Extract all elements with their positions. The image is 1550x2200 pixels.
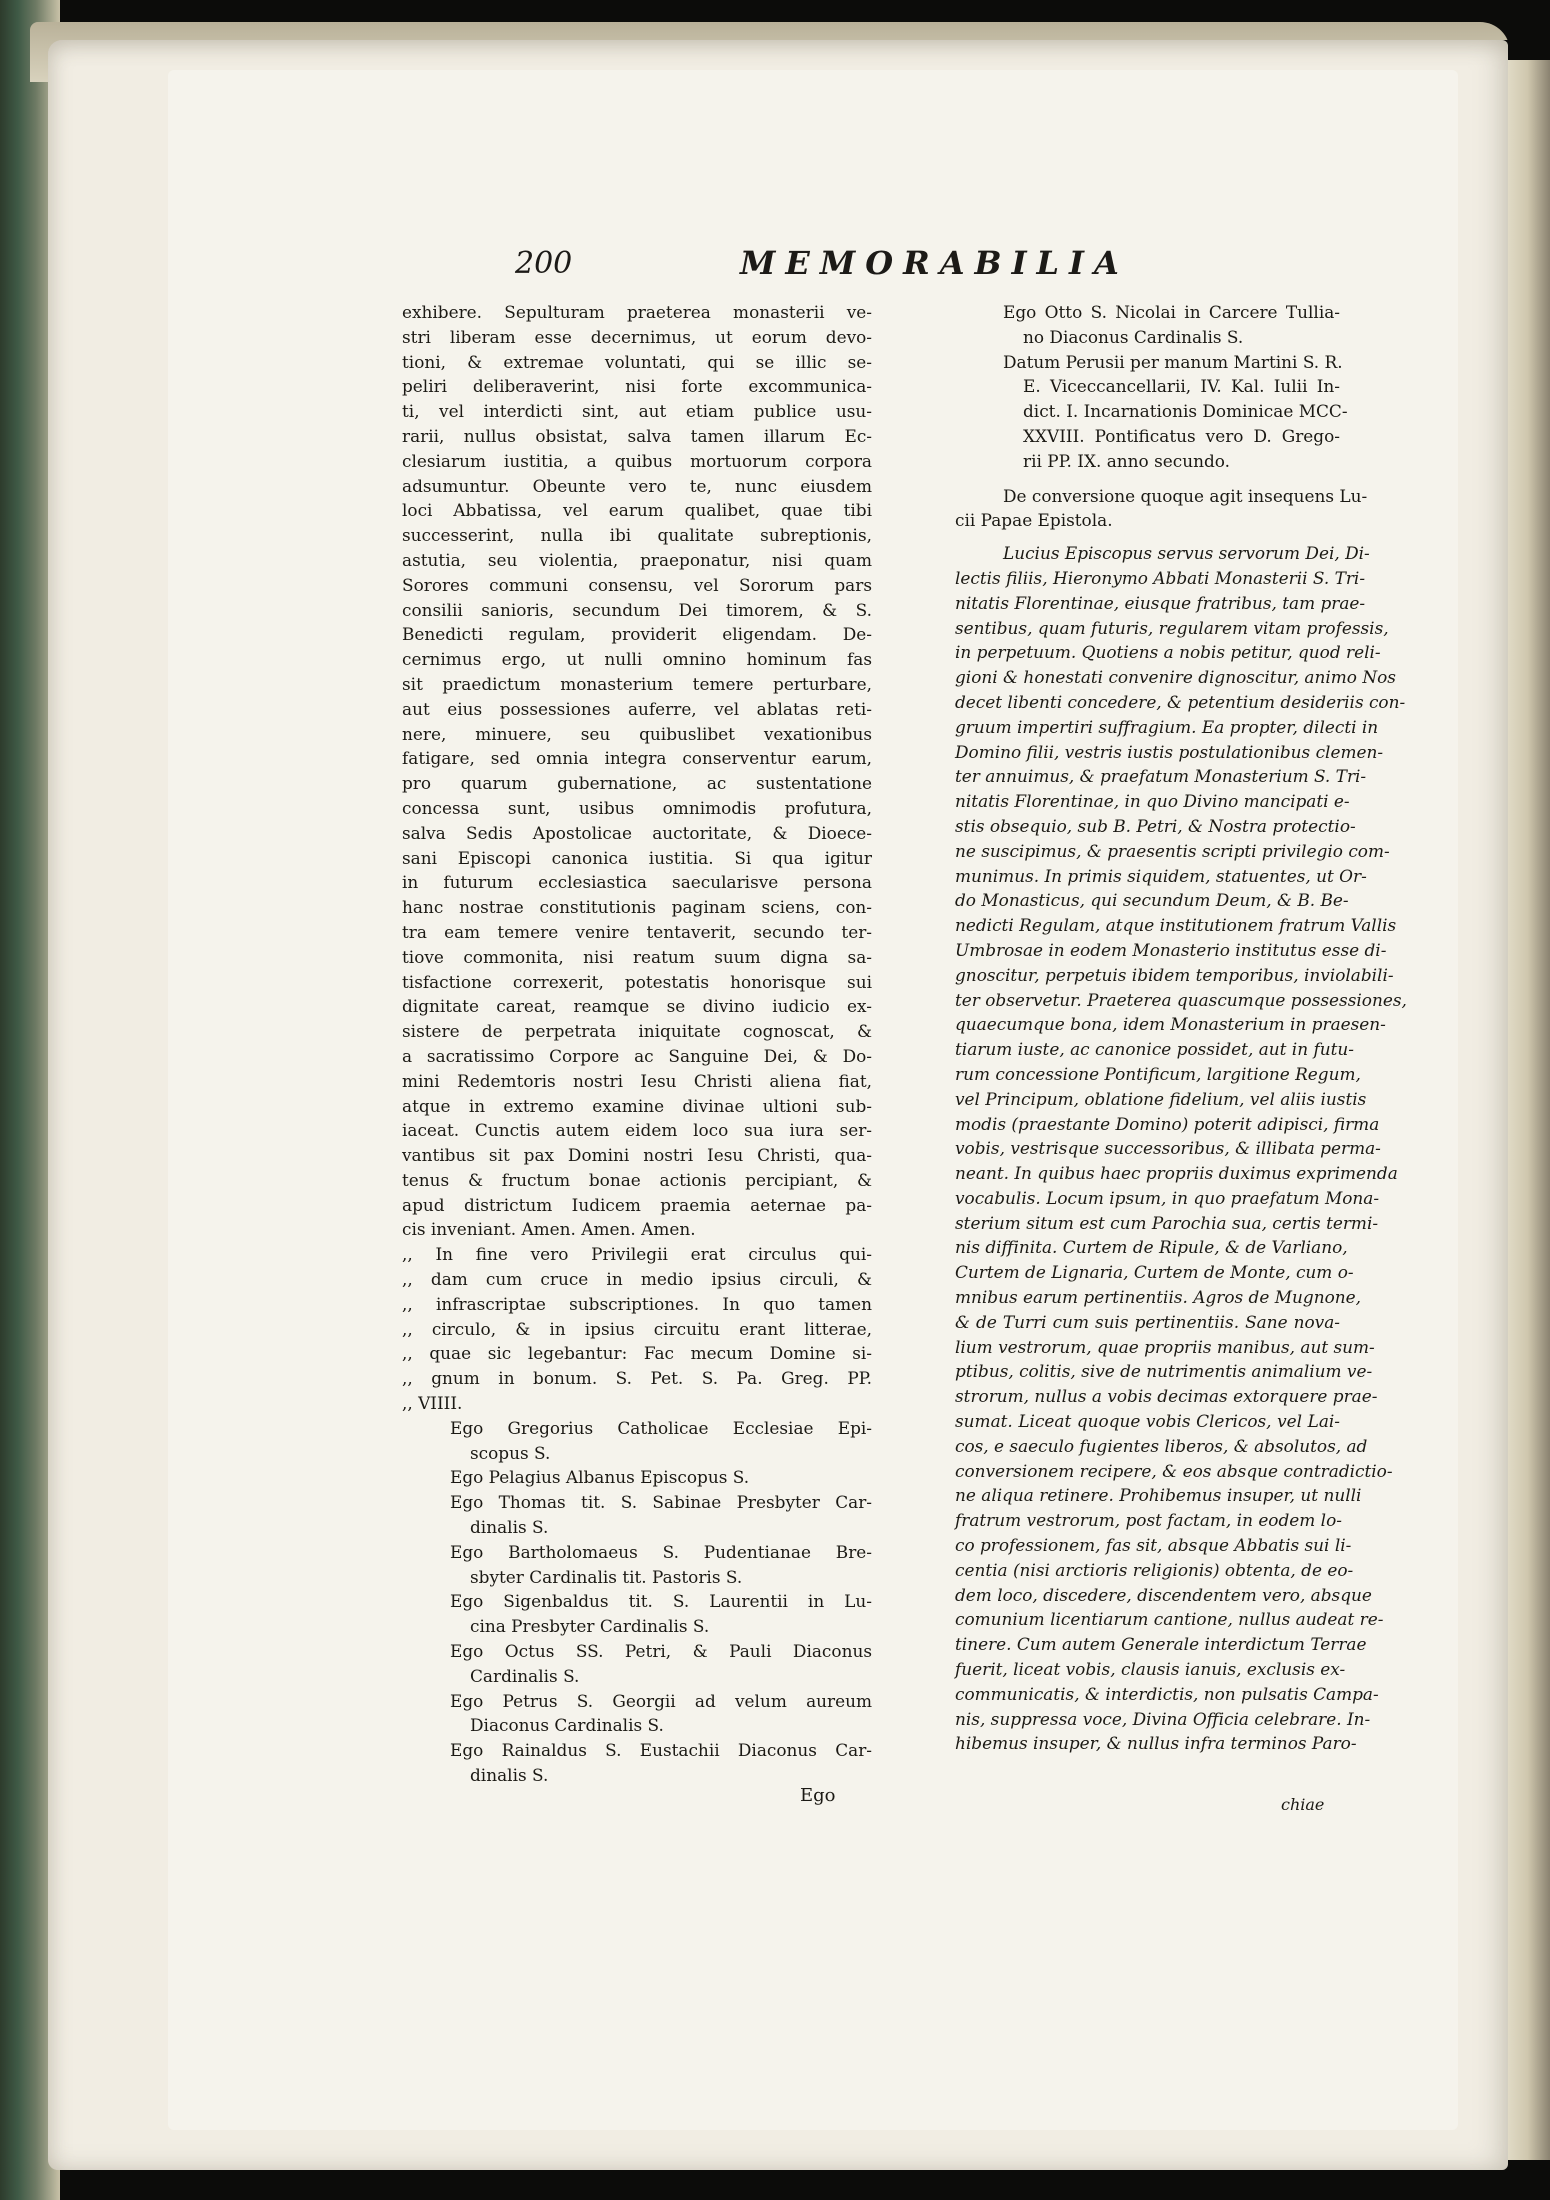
text-line: concessa sunt, usibus omnimodis profutura, bbox=[402, 797, 872, 818]
letter-line: mnibus earum pertinentiis. Agros de Mugnone, bbox=[955, 1287, 1361, 1308]
left-column bbox=[402, 300, 872, 1788]
quote-line: ,, In fine vero Privilegii erat circulus qui- bbox=[402, 1244, 872, 1265]
text-line: successerint, nulla ibi qualitate subreptionis, bbox=[402, 525, 872, 546]
signature-line: Ego Thomas tit. S. Sabinae Presbyter Car- bbox=[450, 1492, 872, 1513]
catchword-left: Ego bbox=[800, 1785, 836, 1806]
quote-line: ,, dam cum cruce in medio ipsius circuli, & bbox=[402, 1269, 872, 1290]
text-line: Sorores communi consensu, vel Sororum pars bbox=[402, 574, 872, 595]
text-line: loci Abbatissa, vel earum qualibet, quae tibi bbox=[402, 500, 872, 521]
text-line: a sacratissimo Corpore ac Sanguine Dei, & Do- bbox=[402, 1045, 872, 1066]
text-line: pro quarum gubernatione, ac sustentatione bbox=[402, 773, 872, 794]
page-header bbox=[515, 246, 1135, 286]
letter-line: strorum, nullus a vobis decimas extorquere prae- bbox=[955, 1386, 1378, 1407]
letter-line: centia (nisi arctioris religionis) obtenta, de eo- bbox=[955, 1559, 1354, 1580]
letter-line: modis (praestante Domino) poterit adipisci, firma bbox=[955, 1113, 1380, 1134]
text-line: astutia, seu violentia, praeponatur, nisi quam bbox=[402, 549, 872, 570]
letter-line: quaecumque bona, idem Monasterium in praesen- bbox=[955, 1014, 1386, 1035]
letter-line: communicatis, & interdictis, non pulsatis Campa- bbox=[955, 1683, 1379, 1704]
text-line: apud districtum Iudicem praemia aeternae pa- bbox=[402, 1194, 872, 1215]
letter-line: vocabulis. Locum ipsum, in quo praefatum Mona- bbox=[955, 1187, 1380, 1208]
text-line: clesiarum iustitia, a quibus mortuorum corpora bbox=[402, 450, 872, 471]
signature-line: Ego Bartholomaeus S. Pudentianae Bre- bbox=[450, 1541, 872, 1562]
signature-line: dinalis S. bbox=[470, 1765, 549, 1786]
catchword-right: chiae bbox=[1281, 1795, 1325, 1814]
letter-line: nis, suppressa voce, Divina Officia celebrare. In- bbox=[955, 1708, 1371, 1729]
right-column bbox=[955, 300, 1407, 1756]
text-line: tioni, & extremae voluntati, qui se illic se- bbox=[402, 351, 872, 372]
letter-line: & de Turri cum suis pertinentiis. Sane nova- bbox=[955, 1311, 1340, 1332]
intro-line: De conversione quoque agit insequens Lu- bbox=[1003, 485, 1368, 506]
letter-line: tiarum iuste, ac canonice possidet, aut in futu- bbox=[955, 1039, 1354, 1060]
letter-line: lectis filiis, Hieronymo Abbati Monasterii S. Tri- bbox=[955, 567, 1366, 588]
letter-line: decet libenti concedere, & petentium desideriis con- bbox=[955, 691, 1406, 712]
letter-line: nitatis Florentinae, in quo Divino mancipati e- bbox=[955, 791, 1350, 812]
letter-line: do Monasticus, qui secundum Deum, & B. Be- bbox=[955, 890, 1349, 911]
book-facing-pages bbox=[1505, 60, 1550, 2160]
signature-line: Ego Rainaldus S. Eustachii Diaconus Car- bbox=[450, 1740, 872, 1761]
text-line: iaceat. Cunctis autem eidem loco sua iura ser- bbox=[402, 1120, 872, 1141]
signature-line: Ego Sigenbaldus tit. S. Laurentii in Lu- bbox=[450, 1591, 872, 1612]
signature-line: Diaconus Cardinalis S. bbox=[470, 1715, 664, 1736]
text-line: sit praedictum monasterium temere perturbare, bbox=[402, 673, 872, 694]
letter-line: gioni & honestati convenire dignoscitur, animo Nos bbox=[955, 667, 1396, 688]
text-line: ti, vel interdicti sint, aut etiam publice usu- bbox=[402, 401, 872, 422]
letter-line: comunium licentiarum cantione, nullus audeat re- bbox=[955, 1609, 1384, 1630]
signature-line: sbyter Cardinalis tit. Pastoris S. bbox=[470, 1566, 743, 1587]
letter-line: Domino filii, vestris iustis postulationibus clemen- bbox=[955, 741, 1384, 762]
intro-line: cii Papae Epistola. bbox=[955, 510, 1113, 531]
letter-line: gruum impertiri suffragium. Ea propter, dilecti in bbox=[955, 716, 1379, 737]
signature-line: scopus S. bbox=[470, 1442, 551, 1463]
letter-line: in perpetuum. Quotiens a nobis petitur, quod reli- bbox=[955, 642, 1381, 663]
text-line: consilii sanioris, secundum Dei timorem, & S. bbox=[402, 599, 872, 620]
datum-line: dict. I. Incarnationis Dominicae MCC- bbox=[1023, 401, 1348, 422]
text-line: rarii, nullus obsistat, salva tamen illarum Ec- bbox=[402, 425, 872, 446]
text-line: tenus & fructum bonae actionis percipiant, & bbox=[402, 1169, 872, 1190]
datum-line: Datum Perusii per manum Martini S. R. bbox=[1003, 351, 1343, 372]
signature-line: Ego Otto S. Nicolai in Carcere Tullia- bbox=[1003, 302, 1340, 322]
text-line: hanc nostrae constitutionis paginam sciens, con- bbox=[402, 897, 872, 918]
text-line: fatigare, sed omnia integra conserventur earum, bbox=[402, 748, 872, 769]
text-line: tra eam temere venire tentaverit, secundo ter- bbox=[402, 921, 872, 942]
signature-line: no Diaconus Cardinalis S. bbox=[1023, 326, 1244, 347]
text-line: nere, minuere, seu quibuslibet vexationibus bbox=[402, 723, 872, 744]
letter-line: nitatis Florentinae, eiusque fratribus, tam prae- bbox=[955, 592, 1366, 613]
letter-line: stis obsequio, sub B. Petri, & Nostra protectio- bbox=[955, 815, 1356, 836]
signature-line: dinalis S. bbox=[470, 1517, 549, 1538]
letter-line: ptibus, colitis, sive de nutrimentis animalium ve- bbox=[955, 1361, 1373, 1382]
letter-line: hibemus insuper, & nullus infra terminos Paro- bbox=[955, 1733, 1357, 1754]
text-line: Benedicti regulam, providerit eligendam. De- bbox=[402, 624, 872, 645]
datum-line: E. Viceccancellarii, IV. Kal. Iulii In- bbox=[1023, 376, 1340, 397]
text-line: peliri deliberaverint, nisi forte excommunica- bbox=[402, 376, 872, 397]
letter-line: conversionem recipere, & eos absque contradictio- bbox=[955, 1460, 1393, 1481]
letter-line: Curtem de Lignaria, Curtem de Monte, cum o- bbox=[955, 1262, 1354, 1283]
text-line: salva Sedis Apostolicae auctoritate, & Dioece- bbox=[402, 822, 872, 843]
text-line: aut eius possessiones auferre, vel ablatas reti- bbox=[402, 698, 872, 719]
quote-line: ,, circulo, & in ipsius circuitu erant litterae, bbox=[402, 1318, 872, 1339]
letter-line: co professionem, fas sit, absque Abbatis sui li- bbox=[955, 1535, 1352, 1556]
letter-line: ne aliqua retinere. Prohibemus insuper, ut nulli bbox=[955, 1485, 1362, 1506]
letter-line: neant. In quibus haec propriis duximus exprimenda bbox=[955, 1163, 1398, 1184]
quote-line: ,, infrascriptae subscriptiones. In quo tamen bbox=[402, 1293, 872, 1314]
letter-line: nis diffinita. Curtem de Ripule, & de Varliano, bbox=[955, 1237, 1348, 1258]
letter-line: vel Principum, oblatione fidelium, vel aliis iustis bbox=[955, 1088, 1367, 1109]
letter-line: dem loco, discedere, discendentem vero, absque bbox=[955, 1584, 1372, 1605]
letter-line: ter observetur. Praeterea quascumque possessiones, bbox=[955, 989, 1407, 1010]
signature-line: Ego Octus SS. Petri, & Pauli Diaconus bbox=[450, 1641, 872, 1662]
letter-line: ter annuimus, & praefatum Monasterium S. Tri- bbox=[955, 766, 1367, 787]
letter-line: fuerit, liceat vobis, clausis ianuis, exclusis ex- bbox=[955, 1659, 1346, 1680]
quote-line: ,, gnum in bonum. S. Pet. S. Pa. Greg. PP. bbox=[402, 1368, 872, 1389]
text-line: mini Redemtoris nostri Iesu Christi aliena fiat, bbox=[402, 1070, 872, 1091]
datum-line: rii PP. IX. anno secundo. bbox=[1023, 450, 1231, 471]
signature-line: Cardinalis S. bbox=[470, 1665, 580, 1686]
page-number: 200 bbox=[515, 246, 573, 281]
text-line: sani Episcopi canonica iustitia. Si qua igitur bbox=[402, 847, 872, 868]
letter-line: lium vestrorum, quae propriis manibus, aut sum- bbox=[955, 1336, 1375, 1357]
signature-line: Ego Petrus S. Georgii ad velum aureum bbox=[450, 1690, 872, 1711]
letter-line: rum concessione Pontificum, largitione Regum, bbox=[955, 1063, 1361, 1084]
letter-line: Lucius Episcopus servus servorum Dei, Di- bbox=[1003, 543, 1370, 564]
text-line: cernimus ergo, ut nulli omnino hominum fas bbox=[402, 649, 872, 670]
text-line: exhibere. Sepulturam praeterea monasterii ve- bbox=[402, 302, 872, 322]
letter-line: gnoscitur, perpetuis ibidem temporibus, inviolabili- bbox=[955, 964, 1394, 985]
text-line: cis inveniant. Amen. Amen. Amen. bbox=[402, 1219, 696, 1240]
datum-line: XXVIII. Pontificatus vero D. Grego- bbox=[1023, 425, 1340, 446]
letter-line: sterium situm est cum Parochia sua, certis termi- bbox=[955, 1212, 1379, 1233]
signature-line: Ego Pelagius Albanus Episcopus S. bbox=[450, 1467, 750, 1488]
text-line: sistere de perpetrata iniquitate cognoscat, & bbox=[402, 1021, 872, 1042]
signature-line: cina Presbyter Cardinalis S. bbox=[470, 1616, 710, 1637]
letter-line: nedicti Regulam, atque institutionem fratrum Vallis bbox=[955, 915, 1397, 936]
letter-line: munimus. In primis siquidem, statuentes, ut Or- bbox=[955, 865, 1367, 886]
text-line: stri liberam esse decernimus, ut eorum devo- bbox=[402, 326, 872, 347]
text-line: atque in extremo examine divinae ultioni sub- bbox=[402, 1095, 872, 1116]
letter-line: tinere. Cum autem Generale interdictum Terrae bbox=[955, 1634, 1367, 1655]
running-title: MEMORABILIA bbox=[740, 244, 1129, 282]
text-line: tiove commonita, nisi reatum suum digna sa- bbox=[402, 946, 872, 967]
letter-line: cos, e saeculo fugientes liberos, & absolutos, ad bbox=[955, 1435, 1368, 1456]
letter-line: Umbrosae in eodem Monasterio institutus esse di- bbox=[955, 939, 1387, 960]
letter-line: sumat. Liceat quoque vobis Clericos, vel Lai- bbox=[955, 1411, 1340, 1432]
letter-line: sentibus, quam futuris, regularem vitam professis, bbox=[955, 617, 1389, 638]
text-line: dignitate careat, reamque se divino iudicio ex- bbox=[402, 996, 872, 1017]
letter-line: ne suscipimus, & praesentis scripti privilegio com- bbox=[955, 840, 1390, 861]
letter-line: fratrum vestrorum, post factam, in eodem lo- bbox=[955, 1510, 1342, 1531]
text-line: tisfactione correxerit, potestatis honorisque sui bbox=[402, 971, 872, 992]
quote-line: ,, quae sic legebantur: Fac mecum Domine si- bbox=[402, 1343, 872, 1364]
signature-line: Ego Gregorius Catholicae Ecclesiae Epi- bbox=[450, 1417, 872, 1438]
text-line: adsumuntur. Obeunte vero te, nunc eiusdem bbox=[402, 475, 872, 496]
text-line: in futurum ecclesiastica saecularisve persona bbox=[402, 872, 872, 893]
text-line: vantibus sit pax Domini nostri Iesu Christi, qua- bbox=[402, 1145, 872, 1166]
quote-line: ,, VIIII. bbox=[402, 1393, 463, 1414]
letter-line: vobis, vestrisque successoribus, & illibata perma- bbox=[955, 1138, 1381, 1159]
